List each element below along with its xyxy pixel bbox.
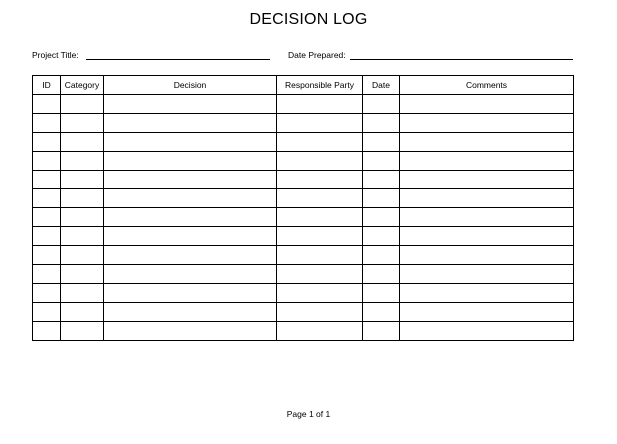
table-cell[interactable]: [61, 132, 104, 151]
table-row: [33, 151, 574, 170]
table-cell[interactable]: [277, 113, 363, 132]
table-cell[interactable]: [33, 302, 61, 321]
table-row: [33, 189, 574, 208]
table-cell[interactable]: [277, 265, 363, 284]
table-cell[interactable]: [33, 246, 61, 265]
table-cell[interactable]: [363, 246, 400, 265]
table-cell[interactable]: [61, 321, 104, 340]
table-cell[interactable]: [277, 132, 363, 151]
table-body: [33, 95, 574, 341]
table-cell[interactable]: [400, 283, 574, 302]
table-row: [33, 113, 574, 132]
table-cell[interactable]: [33, 189, 61, 208]
table-cell[interactable]: [33, 151, 61, 170]
table-header-row: [33, 76, 574, 95]
table-cell[interactable]: [104, 302, 277, 321]
table-cell[interactable]: [363, 302, 400, 321]
date-prepared-field[interactable]: [350, 50, 573, 60]
table-cell[interactable]: [104, 265, 277, 284]
column-header-category: Category: [61, 76, 104, 95]
table-cell[interactable]: [363, 113, 400, 132]
table-cell[interactable]: [61, 246, 104, 265]
table-cell[interactable]: [400, 265, 574, 284]
table-cell[interactable]: [400, 227, 574, 246]
table-cell[interactable]: [61, 265, 104, 284]
table-cell[interactable]: [363, 95, 400, 114]
table-cell[interactable]: [277, 189, 363, 208]
table-cell[interactable]: [363, 227, 400, 246]
table-row: [33, 95, 574, 114]
table-row: [33, 265, 574, 284]
table-cell[interactable]: [363, 151, 400, 170]
table-cell[interactable]: [277, 95, 363, 114]
table-row: [33, 321, 574, 340]
table-cell[interactable]: [61, 95, 104, 114]
table-cell[interactable]: [400, 208, 574, 227]
page-title: DECISION LOG: [249, 11, 368, 28]
table-row: [33, 246, 574, 265]
table-cell[interactable]: [104, 132, 277, 151]
table-cell[interactable]: [33, 95, 61, 114]
table-cell[interactable]: [363, 208, 400, 227]
table-cell[interactable]: [33, 208, 61, 227]
table-cell[interactable]: [33, 113, 61, 132]
page-number: Page 1 of 1: [286, 409, 331, 419]
table-cell[interactable]: [61, 208, 104, 227]
project-title-field[interactable]: [86, 50, 270, 60]
table-cell[interactable]: [104, 151, 277, 170]
table-cell[interactable]: [363, 132, 400, 151]
table-cell[interactable]: [104, 321, 277, 340]
table-cell[interactable]: [400, 95, 574, 114]
table-cell[interactable]: [61, 151, 104, 170]
table-cell[interactable]: [277, 208, 363, 227]
column-header-date: Date: [363, 76, 400, 95]
table-cell[interactable]: [104, 113, 277, 132]
column-header-comments: Comments: [400, 76, 574, 95]
table-cell[interactable]: [277, 170, 363, 189]
column-header-responsible-party: Responsible Party: [277, 76, 363, 95]
table-cell[interactable]: [400, 132, 574, 151]
table-cell[interactable]: [363, 189, 400, 208]
table-row: [33, 302, 574, 321]
table-cell[interactable]: [363, 265, 400, 284]
table-cell[interactable]: [33, 227, 61, 246]
table-cell[interactable]: [61, 227, 104, 246]
table-cell[interactable]: [277, 227, 363, 246]
table-cell[interactable]: [277, 151, 363, 170]
table-cell[interactable]: [363, 170, 400, 189]
table-cell[interactable]: [33, 265, 61, 284]
table-cell[interactable]: [104, 170, 277, 189]
table-cell[interactable]: [400, 189, 574, 208]
table-cell[interactable]: [33, 170, 61, 189]
table-cell[interactable]: [104, 208, 277, 227]
table-cell[interactable]: [104, 246, 277, 265]
table-row: [33, 132, 574, 151]
table-cell[interactable]: [400, 302, 574, 321]
table-cell[interactable]: [61, 189, 104, 208]
table-cell[interactable]: [277, 283, 363, 302]
column-header-decision: Decision: [104, 76, 277, 95]
table-cell[interactable]: [400, 321, 574, 340]
table-cell[interactable]: [104, 189, 277, 208]
table-row: [33, 227, 574, 246]
table-cell[interactable]: [363, 283, 400, 302]
table-cell[interactable]: [61, 283, 104, 302]
table-cell[interactable]: [33, 283, 61, 302]
table-cell[interactable]: [277, 321, 363, 340]
table-cell[interactable]: [363, 321, 400, 340]
table-row: [33, 170, 574, 189]
table-cell[interactable]: [277, 246, 363, 265]
table-cell[interactable]: [33, 132, 61, 151]
table-row: [33, 208, 574, 227]
table-cell[interactable]: [400, 151, 574, 170]
table-cell[interactable]: [400, 113, 574, 132]
table-cell[interactable]: [277, 302, 363, 321]
table-cell[interactable]: [104, 95, 277, 114]
table-cell[interactable]: [104, 283, 277, 302]
table-cell[interactable]: [61, 113, 104, 132]
table-cell[interactable]: [61, 302, 104, 321]
project-title-label: Project Title:: [32, 50, 79, 60]
decision-log-table: [32, 75, 574, 341]
table-row: [33, 283, 574, 302]
date-prepared-label: Date Prepared:: [288, 50, 346, 60]
table-cell[interactable]: [33, 321, 61, 340]
table-cell[interactable]: [61, 170, 104, 189]
table-cell[interactable]: [104, 227, 277, 246]
column-header-id: ID: [33, 76, 61, 95]
table-cell[interactable]: [400, 246, 574, 265]
table-cell[interactable]: [400, 170, 574, 189]
